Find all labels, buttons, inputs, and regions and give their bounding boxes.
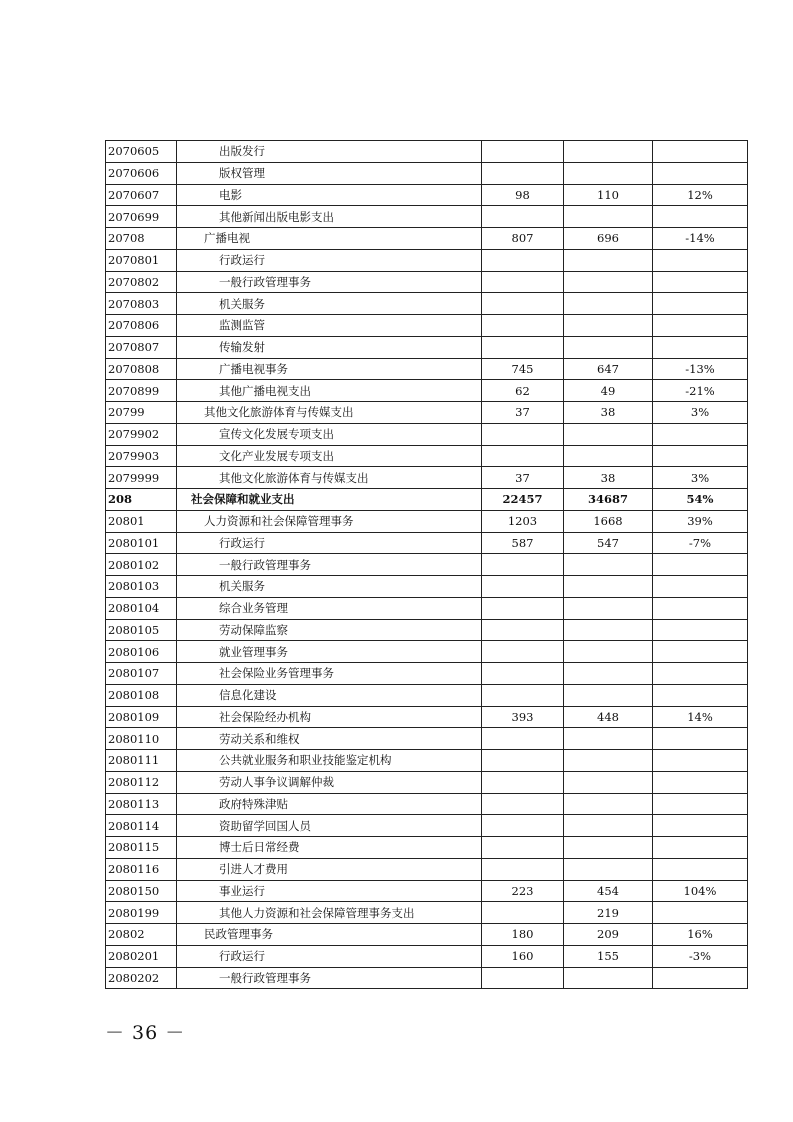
row-value-current: 1668 [564,510,653,532]
budget-table [105,140,748,989]
row-code: 2070801 [106,249,177,271]
row-name: 电影 [177,184,482,206]
row-code: 20801 [106,510,177,532]
row-code: 2070699 [106,206,177,228]
row-name: 博士后日常经费 [177,837,482,859]
row-code: 2080201 [106,945,177,967]
table-row [106,924,748,946]
row-code: 2080109 [106,706,177,728]
row-value-prev [482,206,564,228]
row-value-current [564,837,653,859]
row-value-current [564,597,653,619]
row-value-current [564,315,653,337]
row-code: 2080108 [106,684,177,706]
row-value-current [564,423,653,445]
row-name: 资助留学回国人员 [177,815,482,837]
row-value-prev [482,141,564,163]
row-name: 事业运行 [177,880,482,902]
row-name: 引进人才费用 [177,858,482,880]
row-change-percent [653,576,748,598]
row-value-prev [482,771,564,793]
table-row [106,467,748,489]
table-row [106,771,748,793]
table-row [106,184,748,206]
row-value-current: 696 [564,228,653,250]
row-change-percent [653,663,748,685]
row-code: 2070802 [106,271,177,293]
row-value-prev [482,554,564,576]
row-change-percent [653,684,748,706]
row-name: 民政管理事务 [177,924,482,946]
row-code: 2080104 [106,597,177,619]
table-row [106,358,748,380]
row-code: 208 [106,489,177,511]
row-name: 就业管理事务 [177,641,482,663]
row-name: 行政运行 [177,532,482,554]
row-name: 其他文化旅游体育与传媒支出 [177,467,482,489]
table-row [106,380,748,402]
row-value-current [564,619,653,641]
row-code: 20799 [106,402,177,424]
table-row [106,793,748,815]
row-code: 2080101 [106,532,177,554]
row-code: 2070607 [106,184,177,206]
row-value-current [564,728,653,750]
row-change-percent [653,162,748,184]
row-name: 人力资源和社会保障管理事务 [177,510,482,532]
table-row [106,293,748,315]
table-row [106,228,748,250]
row-value-prev [482,728,564,750]
row-value-prev [482,597,564,619]
row-change-percent: 3% [653,467,748,489]
row-value-current: 454 [564,880,653,902]
row-code: 2070808 [106,358,177,380]
row-name: 宣传文化发展专项支出 [177,423,482,445]
table-row [106,336,748,358]
row-value-current [564,336,653,358]
table-row [106,684,748,706]
row-value-prev: 37 [482,402,564,424]
row-change-percent [653,815,748,837]
row-change-percent [653,771,748,793]
row-change-percent [653,445,748,467]
row-value-current [564,750,653,772]
row-name: 社会保障和就业支出 [177,489,482,511]
row-value-current: 34687 [564,489,653,511]
row-code: 2079902 [106,423,177,445]
row-change-percent [653,967,748,989]
table-row [106,423,748,445]
row-value-current [564,206,653,228]
row-value-prev [482,576,564,598]
row-change-percent [653,837,748,859]
row-change-percent [653,293,748,315]
row-name: 机关服务 [177,293,482,315]
row-value-prev [482,336,564,358]
row-value-current [564,576,653,598]
table-row [106,815,748,837]
row-change-percent [653,249,748,271]
row-change-percent [653,141,748,163]
row-value-prev: 180 [482,924,564,946]
row-name: 一般行政管理事务 [177,271,482,293]
row-value-prev [482,271,564,293]
row-code: 2080106 [106,641,177,663]
row-code: 2070606 [106,162,177,184]
row-value-current [564,684,653,706]
row-name: 一般行政管理事务 [177,554,482,576]
row-value-current: 448 [564,706,653,728]
row-name: 其他广播电视支出 [177,380,482,402]
row-name: 劳动人事争议调解仲裁 [177,771,482,793]
row-value-prev: 745 [482,358,564,380]
row-value-prev [482,249,564,271]
row-code: 2080102 [106,554,177,576]
table-row [106,750,748,772]
row-value-current [564,141,653,163]
row-code: 2080202 [106,967,177,989]
row-value-prev [482,641,564,663]
row-name: 行政运行 [177,945,482,967]
row-value-current [564,293,653,315]
row-change-percent [653,597,748,619]
row-code: 2079999 [106,467,177,489]
table-row [106,967,748,989]
row-code: 2080110 [106,728,177,750]
row-change-percent: -13% [653,358,748,380]
row-value-prev [482,445,564,467]
row-name: 政府特殊津贴 [177,793,482,815]
row-value-prev [482,902,564,924]
row-name: 传输发射 [177,336,482,358]
row-change-percent: 12% [653,184,748,206]
table-row [106,510,748,532]
row-code: 2080107 [106,663,177,685]
row-value-current: 49 [564,380,653,402]
row-value-prev [482,423,564,445]
row-change-percent: 54% [653,489,748,511]
row-value-prev: 223 [482,880,564,902]
row-value-prev: 98 [482,184,564,206]
table-row [106,619,748,641]
table-row [106,249,748,271]
row-code: 2079903 [106,445,177,467]
table-row [106,489,748,511]
row-code: 2080150 [106,880,177,902]
row-value-prev [482,162,564,184]
row-change-percent [653,728,748,750]
table-row [106,663,748,685]
row-name: 机关服务 [177,576,482,598]
row-name: 公共就业服务和职业技能鉴定机构 [177,750,482,772]
row-name: 版权管理 [177,162,482,184]
table-row [106,837,748,859]
row-name: 一般行政管理事务 [177,967,482,989]
row-value-prev [482,619,564,641]
table-row [106,271,748,293]
row-value-current [564,162,653,184]
row-value-current [564,771,653,793]
row-value-current [564,858,653,880]
row-code: 2080112 [106,771,177,793]
budget-table-body [106,141,748,989]
row-name: 信息化建设 [177,684,482,706]
row-value-prev: 393 [482,706,564,728]
row-code: 2080114 [106,815,177,837]
row-change-percent: 39% [653,510,748,532]
row-value-prev [482,793,564,815]
row-change-percent: 3% [653,402,748,424]
table-row [106,445,748,467]
table-row [106,206,748,228]
table-row [106,576,748,598]
row-value-prev: 587 [482,532,564,554]
row-name: 文化产业发展专项支出 [177,445,482,467]
row-change-percent: -14% [653,228,748,250]
row-value-prev: 160 [482,945,564,967]
row-change-percent [653,793,748,815]
row-change-percent [653,271,748,293]
row-name: 综合业务管理 [177,597,482,619]
row-change-percent [653,902,748,924]
row-name: 监测监管 [177,315,482,337]
table-row [106,402,748,424]
row-value-current [564,967,653,989]
row-value-prev: 1203 [482,510,564,532]
row-change-percent: -7% [653,532,748,554]
row-code: 2070899 [106,380,177,402]
row-change-percent [653,554,748,576]
page-number: － 36 － [105,1022,186,1044]
row-change-percent [653,858,748,880]
row-code: 2070605 [106,141,177,163]
row-value-current: 219 [564,902,653,924]
row-value-prev [482,815,564,837]
row-change-percent [653,315,748,337]
table-row [106,945,748,967]
row-value-current: 647 [564,358,653,380]
row-value-prev [482,837,564,859]
row-name: 社会保险业务管理事务 [177,663,482,685]
row-value-current: 155 [564,945,653,967]
row-value-prev [482,858,564,880]
row-value-current [564,815,653,837]
row-value-prev [482,967,564,989]
row-code: 2080105 [106,619,177,641]
row-value-prev: 807 [482,228,564,250]
table-row [106,597,748,619]
row-value-prev: 37 [482,467,564,489]
table-row [106,902,748,924]
row-name: 其他新闻出版电影支出 [177,206,482,228]
table-row [106,728,748,750]
row-value-current [564,445,653,467]
row-value-prev [482,663,564,685]
row-name: 出版发行 [177,141,482,163]
row-name: 广播电视事务 [177,358,482,380]
row-change-percent [653,336,748,358]
row-value-current [564,641,653,663]
row-value-prev: 62 [482,380,564,402]
row-change-percent: 104% [653,880,748,902]
row-value-current [564,554,653,576]
row-value-current: 209 [564,924,653,946]
row-code: 2080103 [106,576,177,598]
row-value-prev [482,293,564,315]
row-code: 2070803 [106,293,177,315]
row-name: 劳动保障监察 [177,619,482,641]
table-row [106,162,748,184]
row-code: 2080199 [106,902,177,924]
table-row [106,858,748,880]
row-value-prev [482,684,564,706]
row-value-prev: 22457 [482,489,564,511]
table-row [106,880,748,902]
row-name: 其他文化旅游体育与传媒支出 [177,402,482,424]
row-value-current [564,249,653,271]
row-code: 2080115 [106,837,177,859]
table-row [106,706,748,728]
row-change-percent: 14% [653,706,748,728]
row-value-current: 38 [564,402,653,424]
row-change-percent: -3% [653,945,748,967]
row-change-percent: -21% [653,380,748,402]
row-code: 2070806 [106,315,177,337]
row-name: 劳动关系和维权 [177,728,482,750]
row-change-percent [653,206,748,228]
row-code: 20802 [106,924,177,946]
row-change-percent: 16% [653,924,748,946]
row-change-percent [653,619,748,641]
row-code: 2080111 [106,750,177,772]
row-code: 2080113 [106,793,177,815]
table-row [106,532,748,554]
row-value-current: 110 [564,184,653,206]
row-code: 2070807 [106,336,177,358]
row-change-percent [653,423,748,445]
row-name: 其他人力资源和社会保障管理事务支出 [177,902,482,924]
table-row [106,641,748,663]
row-value-prev [482,315,564,337]
row-value-current: 547 [564,532,653,554]
row-value-current [564,271,653,293]
table-row [106,315,748,337]
row-change-percent [653,750,748,772]
row-code: 2080116 [106,858,177,880]
row-change-percent [653,641,748,663]
row-value-current [564,793,653,815]
row-name: 社会保险经办机构 [177,706,482,728]
row-value-prev [482,750,564,772]
table-row [106,554,748,576]
row-code: 20708 [106,228,177,250]
row-name: 行政运行 [177,249,482,271]
row-name: 广播电视 [177,228,482,250]
row-value-current: 38 [564,467,653,489]
row-value-current [564,663,653,685]
table-row [106,141,748,163]
